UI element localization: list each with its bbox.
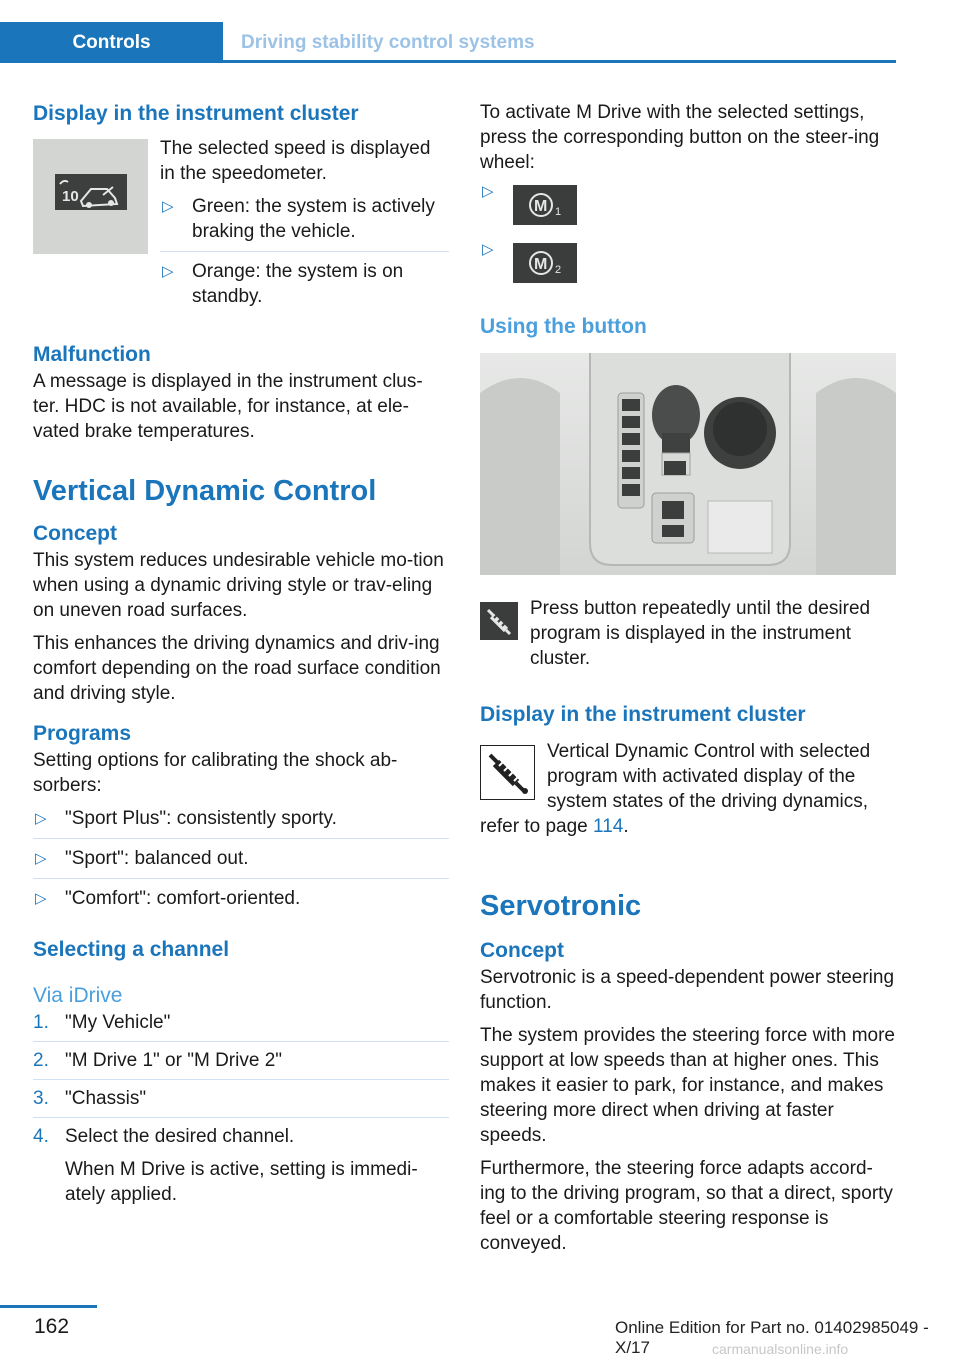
- svg-text:1: 1: [555, 206, 562, 218]
- display-cluster-section: [33, 136, 449, 323]
- right-display-cluster-section: [480, 739, 896, 847]
- svg-text:M: M: [534, 256, 548, 273]
- display-cluster-heading: Display in the instrument cluster: [33, 102, 359, 125]
- idrive-steps: [33, 1010, 449, 1213]
- m2-button-row: [480, 243, 896, 291]
- hdc-icon-number: 10: [62, 188, 79, 205]
- list-item: ▷ Orange: the system is on standby.: [162, 261, 404, 307]
- list-item: 2. "M Drive 1" or "M Drive 2": [33, 1048, 449, 1080]
- header-section-title[interactable]: Driving stability control systems: [241, 32, 535, 53]
- press-button-section: [480, 596, 896, 679]
- left-column: [33, 100, 449, 1219]
- programs-list: [33, 806, 449, 918]
- triangle-bullet-icon: ▷: [482, 241, 494, 258]
- servotronic-heading: Servotronic: [480, 890, 642, 922]
- list-item: ▷ "Sport Plus": consistently sporty.: [33, 806, 449, 839]
- m1-button-row: [480, 185, 896, 233]
- center-console-illustration: [480, 353, 896, 582]
- activate-text: To activate M Drive with the selected settings, press the corresponding button on the steer-ing wheel:: [480, 102, 880, 173]
- vdc-concept-p1: This system reduces undesirable vehicle mo-tion when using a dynamic driving style or trav-eling on uneven road surfaces.: [33, 550, 444, 621]
- list-item: 3. "Chassis": [33, 1086, 449, 1118]
- malfunction-heading: Malfunction: [33, 343, 151, 366]
- shock-absorber-icon: [480, 745, 535, 807]
- triangle-bullet-icon: ▷: [162, 263, 174, 280]
- list-item: 1. "My Vehicle": [33, 1010, 449, 1042]
- list-item: ▷ "Comfort": comfort-oriented.: [35, 888, 301, 909]
- malfunction-text: A message is displayed in the instrument clus-ter. HDC is not available, for instance, at ele-vated brake temperatures.: [33, 371, 423, 442]
- svg-text:2: 2: [555, 264, 562, 276]
- page-ref-link[interactable]: 114: [593, 816, 624, 837]
- servotronic-concept-heading: Concept: [480, 939, 564, 962]
- list-item: ▷ "Sport": balanced out.: [33, 846, 449, 879]
- triangle-bullet-icon: ▷: [35, 810, 47, 827]
- right-column: [480, 100, 896, 1264]
- edition-text: Online Edition for Part no. 01402985049 - X/17: [615, 1318, 929, 1357]
- right-display-cluster-heading: Display in the instrument cluster: [480, 703, 806, 726]
- programs-heading: Programs: [33, 722, 132, 745]
- using-button-heading: Using the button: [480, 315, 647, 338]
- servotronic-p2: The system provides the steering force with more support at low speeds than at higher ones. This makes it easier to park, for instance, and makes steering more direct when driving at faster speeds.: [480, 1025, 896, 1146]
- triangle-bullet-icon: ▷: [35, 850, 47, 867]
- programs-text: Setting options for calibrating the shock ab-sorbers:: [33, 750, 398, 796]
- vdc-concept-p2: This enhances the driving dynamics and driv-ing comfort depending on the road surface condition and driving style.: [33, 633, 441, 704]
- channel-heading: Selecting a channel: [33, 938, 230, 961]
- press-button-text: Press button repeatedly until the desired program is displayed in the instrument cluster.: [530, 598, 871, 669]
- vdc-button-icon: [480, 602, 518, 647]
- display-cluster-text: The selected speed is displayed in the speedometer.: [160, 138, 431, 184]
- page-number: 162: [34, 1315, 70, 1338]
- triangle-bullet-icon: ▷: [162, 198, 174, 215]
- list-item: 4. Select the desired channel. When M Drive is active, setting is immedi-ately applied.: [33, 1124, 449, 1213]
- servotronic-p3: Furthermore, the steering force adapts accord-ing to the driving program, so that a direct, sporty feel or a comfortable steering response is conveyed.: [480, 1158, 893, 1254]
- list-item: ▷ Green: the system is actively braking the vehicle.: [160, 194, 449, 252]
- triangle-bullet-icon: ▷: [35, 890, 47, 907]
- header-tab-controls[interactable]: Controls: [0, 22, 223, 63]
- hdc-display-icon: [33, 139, 148, 261]
- m2-button-icon: [513, 243, 577, 290]
- right-display-cluster-text: Vertical Dynamic Control with selected program with activated display of the system states of the driving dynamics, refer to page 114.: [480, 741, 871, 837]
- m1-button-icon: [513, 185, 577, 232]
- servotronic-p1: Servotronic is a speed-dependent power steering function.: [480, 967, 895, 1013]
- svg-text:M: M: [534, 198, 548, 215]
- watermark: carmanualsonline.info: [712, 1341, 849, 1357]
- idrive-heading: Via iDrive: [33, 984, 123, 1007]
- triangle-bullet-icon: ▷: [482, 183, 494, 200]
- step4-note: When M Drive is active, setting is immedi-ately applied.: [65, 1159, 418, 1205]
- status-color-list: [160, 194, 449, 316]
- vdc-concept-heading: Concept: [33, 522, 117, 545]
- footer-rule: [0, 1305, 97, 1308]
- vdc-heading: Vertical Dynamic Control: [33, 475, 377, 507]
